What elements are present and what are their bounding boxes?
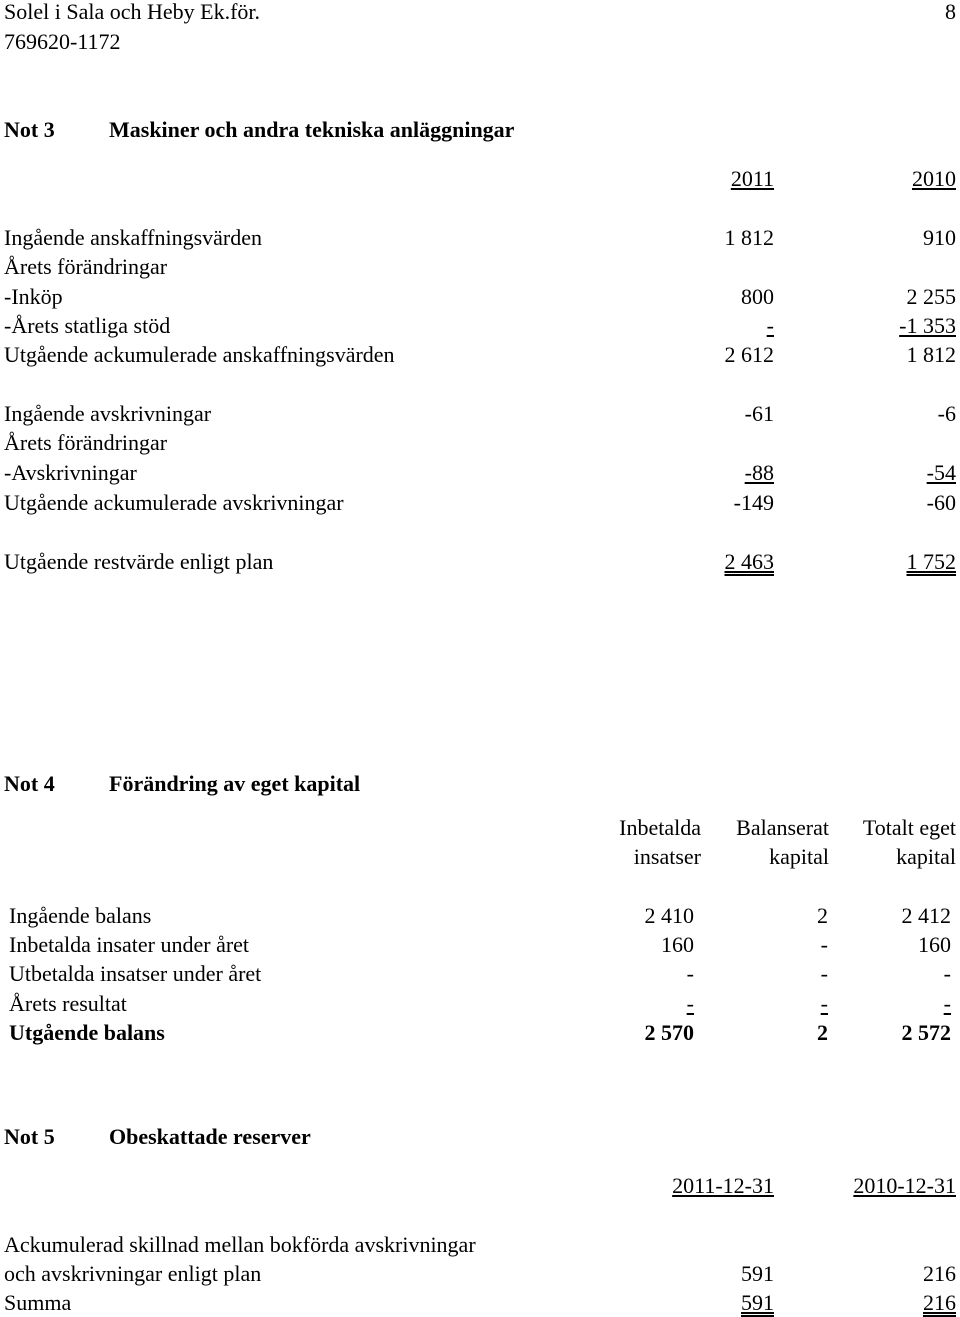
note4-row-value: 2 410	[644, 903, 694, 928]
note4-col-header-line2: kapital	[769, 844, 829, 869]
note3-row-label: Årets förändringar	[4, 430, 168, 455]
note4-row-value: -	[686, 991, 694, 1016]
note4-title: Förändring av eget kapital	[109, 771, 361, 796]
note3-row-value-2010: 1 752	[906, 549, 956, 574]
note3-title: Maskiner och andra tekniska anläggningar	[109, 117, 515, 142]
note3-row-value-2010: 2 255	[906, 284, 956, 309]
note5-row-value-sum: 591	[741, 1290, 774, 1315]
note4-col-header-line2: kapital	[896, 844, 956, 869]
note4-row-label-total: Utgående balans	[9, 1020, 165, 1045]
note3-row-label: Utgående ackumulerade anskaffningsvärden	[4, 342, 395, 367]
note4-row-value: -	[820, 991, 828, 1016]
note5-row-label: och avskrivningar enligt plan	[4, 1261, 262, 1286]
org-name: Solel i Sala och Heby Ek.för.	[4, 0, 261, 24]
note4-row-value: -	[820, 932, 828, 957]
note3-row-value-2011: -61	[744, 401, 774, 426]
note4-row-value: 2	[817, 903, 828, 928]
note3-row-value-2010: 910	[923, 225, 956, 250]
note4-row-value: 2 412	[901, 903, 951, 928]
note3-row-value-2011: -	[766, 313, 774, 338]
note4-row-label: Årets resultat	[9, 991, 127, 1016]
note4-col-header-line1: Balanserat	[736, 815, 829, 840]
note3-row-value-2011: -88	[744, 460, 774, 485]
note5-col-2011: 2011-12-31	[672, 1173, 774, 1198]
note4-col-header-line1: Totalt eget	[862, 815, 956, 840]
note3-row-value-2011: 1 812	[724, 225, 774, 250]
note3-row-value-2010: -6	[937, 401, 956, 426]
note3-col-2010: 2010	[912, 166, 956, 191]
note3-row-label: -Inköp	[4, 284, 63, 309]
note5-title: Obeskattade reserver	[109, 1124, 311, 1149]
note4-row-value: -	[820, 961, 828, 986]
org-number: 769620-1172	[4, 29, 121, 54]
note5-row-value: 216	[923, 1261, 956, 1286]
note4-row-value-total: 2 570	[644, 1020, 694, 1045]
note3-row-value-2011: 800	[741, 284, 774, 309]
note4-row-label: Utbetalda insatser under året	[9, 961, 262, 986]
note3-row-value-2010: -1 353	[899, 313, 956, 338]
note5-row-value: 591	[741, 1261, 774, 1286]
note3-row-label: -Årets statliga stöd	[4, 313, 171, 338]
note4-row-value: -	[686, 961, 694, 986]
note3-row-value-2011: 2 463	[724, 549, 774, 574]
note5-row-label: Ackumulerad skillnad mellan bokförda avskrivningar	[4, 1232, 476, 1257]
note3-row-value-2010: -60	[926, 490, 956, 515]
note4-label: Not 4	[4, 771, 55, 796]
page-number: 8	[945, 0, 956, 24]
note3-row-label: Ingående anskaffningsvärden	[4, 225, 262, 250]
note5-row-value-sum: 216	[923, 1290, 956, 1315]
note3-row-label: Ingående avskrivningar	[4, 401, 212, 426]
note3-label: Not 3	[4, 117, 55, 142]
note4-row-value: -	[943, 991, 951, 1016]
note4-col-header-line1: Inbetalda	[619, 815, 701, 840]
note3-row-value-2011: 2 612	[724, 342, 774, 367]
note4-row-value: 160	[918, 932, 951, 957]
note3-row-label: Utgående ackumulerade avskrivningar	[4, 490, 344, 515]
note5-label: Not 5	[4, 1124, 55, 1149]
note3-row-value-2010: -54	[926, 460, 956, 485]
note3-row-value-2010: 1 812	[906, 342, 956, 367]
note4-row-value: -	[943, 961, 951, 986]
note4-row-value: 160	[661, 932, 694, 957]
note4-row-label: Ingående balans	[9, 903, 152, 928]
note4-col-header-line2: insatser	[633, 844, 701, 869]
note3-row-value-2011: -149	[733, 490, 774, 515]
note4-row-label: Inbetalda insater under året	[9, 932, 250, 957]
note4-row-value-total: 2	[817, 1020, 828, 1045]
note5-col-2010: 2010-12-31	[853, 1173, 956, 1198]
note5-row-label-sum: Summa	[4, 1290, 72, 1315]
note3-row-label: -Avskrivningar	[4, 460, 137, 485]
note3-row-label: Årets förändringar	[4, 254, 168, 279]
note4-row-value-total: 2 572	[901, 1020, 951, 1045]
note3-row-label: Utgående restvärde enligt plan	[4, 549, 274, 574]
note3-col-2011: 2011	[730, 166, 774, 191]
